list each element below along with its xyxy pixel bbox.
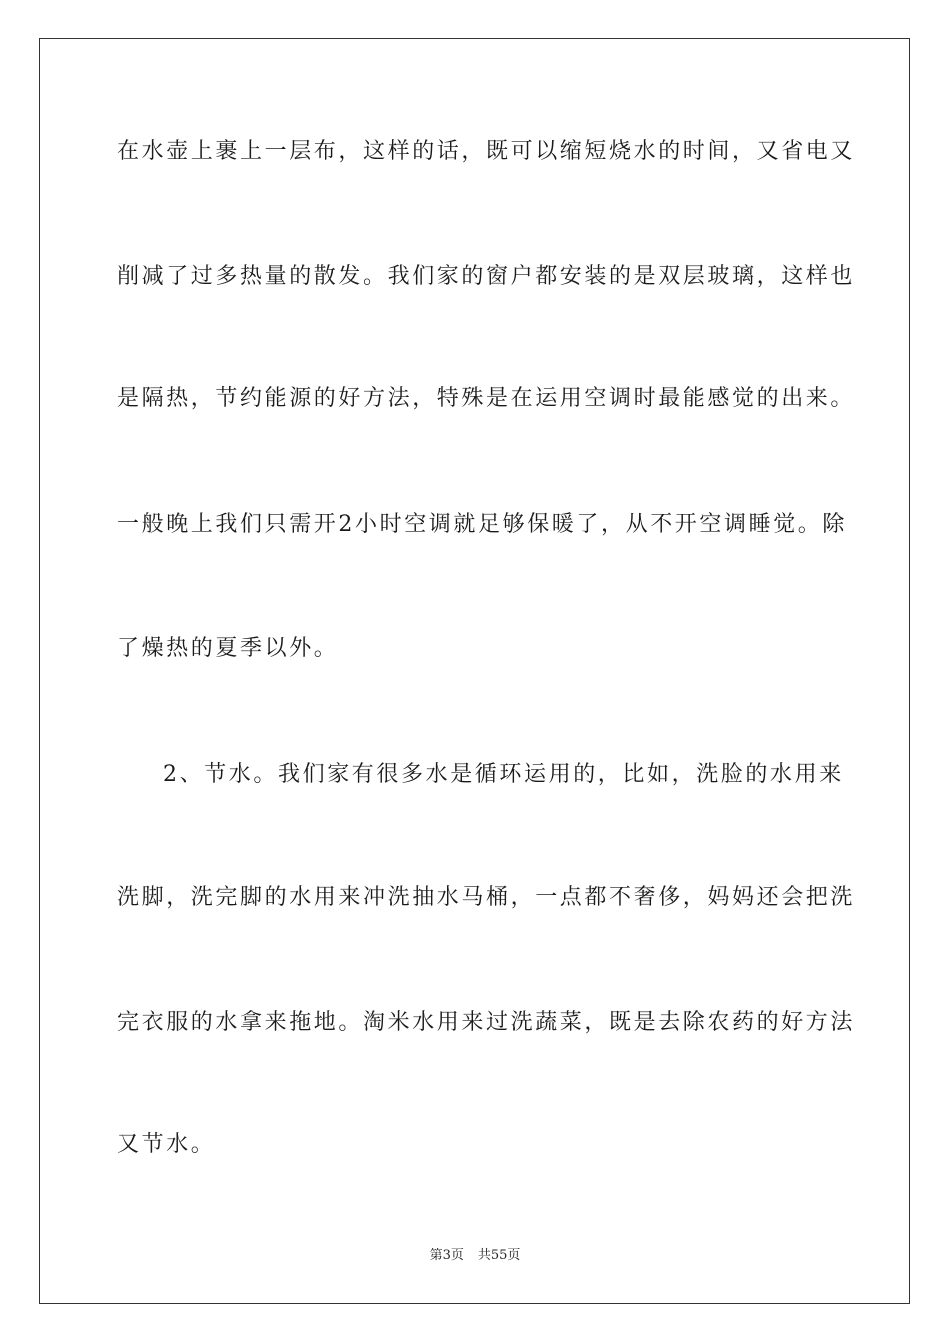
body-text-line: 削减了过多热量的散发。我们家的窗户都安装的是双层玻璃，这样也 bbox=[117, 264, 856, 289]
body-text-line: 在水壶上裹上一层布，这样的话，既可以缩短烧水的时间，又省电又 bbox=[117, 139, 856, 164]
paragraph-start-line: 2、节水。我们家有很多水是循环运用的，比如，洗脸的水用来 bbox=[163, 762, 844, 787]
page-total: 共55页 bbox=[477, 1248, 521, 1263]
body-text-line: 又节水。 bbox=[117, 1132, 216, 1157]
body-text-line: 洗脚，洗完脚的水用来冲洗抽水马桶，一点都不奢侈，妈妈还会把洗 bbox=[117, 885, 856, 910]
body-text-line: 是隔热，节约能源的好方法，特殊是在运用空调时最能感觉的出来。 bbox=[117, 386, 856, 411]
body-text-line: 一般晚上我们只需开2小时空调就足够保暖了，从不开空调睡觉。除 bbox=[117, 512, 847, 537]
page-number: 第3页 bbox=[429, 1248, 464, 1263]
page-footer bbox=[0, 1247, 950, 1265]
page-frame bbox=[39, 38, 910, 1304]
body-text-line: 了燥热的夏季以外。 bbox=[117, 636, 339, 661]
body-text-line: 完衣服的水拿来拖地。淘米水用来过洗蔬菜，既是去除农药的好方法 bbox=[117, 1010, 856, 1035]
